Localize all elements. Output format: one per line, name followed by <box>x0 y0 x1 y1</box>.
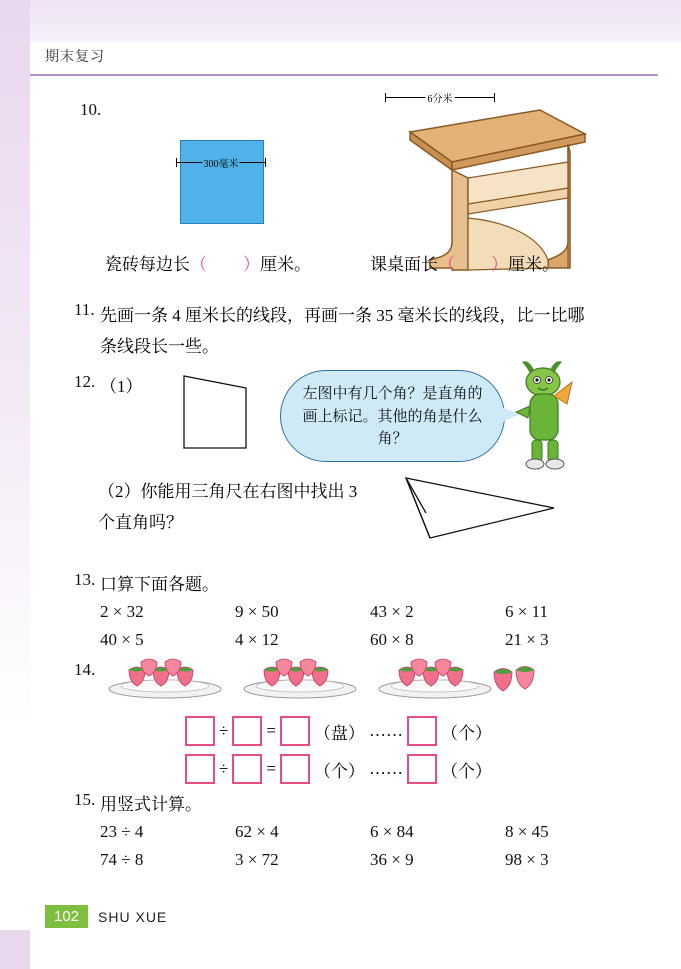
exercise-15-row <box>100 822 640 842</box>
exercise-13-item: 60 × 8 <box>370 630 414 649</box>
caterpillar-mascot-icon <box>510 360 580 470</box>
exercise-10-line-2 <box>370 250 559 275</box>
exercise-13-item: 6 × 11 <box>505 602 548 621</box>
q10-line1-post: 厘米。 <box>260 255 311 274</box>
answer-box[interactable] <box>280 754 310 784</box>
answer-box[interactable] <box>407 716 437 746</box>
q14-eq2-divide: ÷ <box>219 759 229 778</box>
exercise-15-item: 8 × 45 <box>505 822 549 841</box>
exercise-14-equation-2 <box>185 754 492 784</box>
exercise-13-item: 21 × 3 <box>505 630 549 649</box>
header-divider <box>30 74 658 76</box>
footer-pinyin: SHU XUE <box>98 908 168 925</box>
q10-line2-paren-close: ） <box>491 255 508 274</box>
speech-bubble <box>280 370 505 462</box>
exercise-14-number: 14. <box>74 660 96 679</box>
tile-dimension-label <box>176 155 266 169</box>
exercise-13-item: 9 × 50 <box>235 602 279 621</box>
exercise-12-sub2-text: （2）你能用三角尺在右图中找出 3 个直角吗？ <box>98 482 358 532</box>
exercise-15-number: 15. <box>74 790 96 809</box>
desk-dimension-text: 6分米 <box>426 90 455 105</box>
bottom-left-decoration <box>0 930 30 969</box>
exercise-13-item: 4 × 12 <box>235 630 279 649</box>
exercise-10-number: 10. <box>80 100 102 119</box>
q14-eq2-equals: = <box>266 759 276 778</box>
loose-strawberries-icon <box>490 660 548 700</box>
exercise-11-text: 先画一条 4 厘米长的线段，再画一条 35 毫米长的线段，比一比哪条线段长一些。 <box>100 306 585 357</box>
page-number: 102 <box>45 905 88 928</box>
exercise-12-sub1-label: （1） <box>100 377 143 396</box>
exercise-13-item: 2 × 32 <box>100 602 144 621</box>
exercise-15-row <box>100 850 640 870</box>
top-decorative-band <box>30 0 681 42</box>
strawberry-plate-2-icon <box>240 656 360 700</box>
q10-line2-pre: 课桌面长 <box>370 255 438 274</box>
q14-eq1-unit1: （盘） <box>313 723 365 743</box>
strawberry-plate-1-icon <box>105 656 225 700</box>
answer-box[interactable] <box>185 754 215 784</box>
exercise-15-item: 23 ÷ 4 <box>100 822 144 841</box>
q10-line1-pre: 瓷砖每边长 <box>105 255 190 274</box>
exercise-12-number: 12. <box>74 372 96 391</box>
exercise-15-grid <box>100 822 640 878</box>
exercise-13-row <box>100 630 640 650</box>
exercise-13-row <box>100 602 640 622</box>
q10-line1-paren-open: （ <box>190 255 207 274</box>
q10-line2-post: 厘米。 <box>508 255 559 274</box>
exercise-13-item: 43 × 2 <box>370 602 414 621</box>
exercise-15-item: 3 × 72 <box>235 850 279 869</box>
exercise-15-lead: 用竖式计算。 <box>100 795 202 814</box>
exercise-15-item: 6 × 84 <box>370 822 414 841</box>
exercise-14-equation-1 <box>185 716 492 746</box>
exercise-12 <box>0 372 681 562</box>
q14-eq1-unit2: （个） <box>440 723 492 743</box>
speech-bubble-text: 左图中有几个角？是直角的画上标记。其他的角是什么角？ <box>302 386 483 447</box>
exercise-15-item: 74 ÷ 8 <box>100 850 144 869</box>
exercise-15-item: 98 × 3 <box>505 850 549 869</box>
exercise-11-number: 11. <box>74 300 95 319</box>
page-header-title: 期末复习 <box>45 50 105 65</box>
q10-line1-paren-close: ） <box>243 255 260 274</box>
tile-square-figure <box>180 140 264 224</box>
answer-box[interactable] <box>407 754 437 784</box>
exercise-10 <box>0 80 681 295</box>
strawberry-plate-3-icon <box>375 656 495 700</box>
exercise-13-grid <box>100 602 640 658</box>
answer-box[interactable] <box>280 716 310 746</box>
q14-eq1-divide: ÷ <box>219 721 229 740</box>
exercise-13-item: 40 × 5 <box>100 630 144 649</box>
answer-box[interactable] <box>185 716 215 746</box>
strawberry-plates-figure <box>105 656 575 704</box>
quadrilateral-figure <box>180 372 260 452</box>
exercise-15-item: 36 × 9 <box>370 850 414 869</box>
q10-line2-paren-open: （ <box>438 255 455 274</box>
answer-box[interactable] <box>232 716 262 746</box>
exercise-15-item: 62 × 4 <box>235 822 279 841</box>
page-footer <box>45 905 167 928</box>
tile-dimension-text: 300毫米 <box>203 155 240 170</box>
q14-eq2-unit1: （个） <box>313 761 365 781</box>
q14-eq1-dots: …… <box>368 721 403 740</box>
exercise-10-line-1 <box>105 250 311 275</box>
q14-eq2-unit2: （个） <box>440 761 492 781</box>
q14-eq1-equals: = <box>266 721 276 740</box>
answer-box[interactable] <box>232 754 262 784</box>
q14-eq2-dots: …… <box>368 759 403 778</box>
triangle-figure <box>400 472 560 542</box>
exercise-13-lead: 口算下面各题。 <box>100 575 219 594</box>
exercise-13-number: 13. <box>74 570 96 589</box>
